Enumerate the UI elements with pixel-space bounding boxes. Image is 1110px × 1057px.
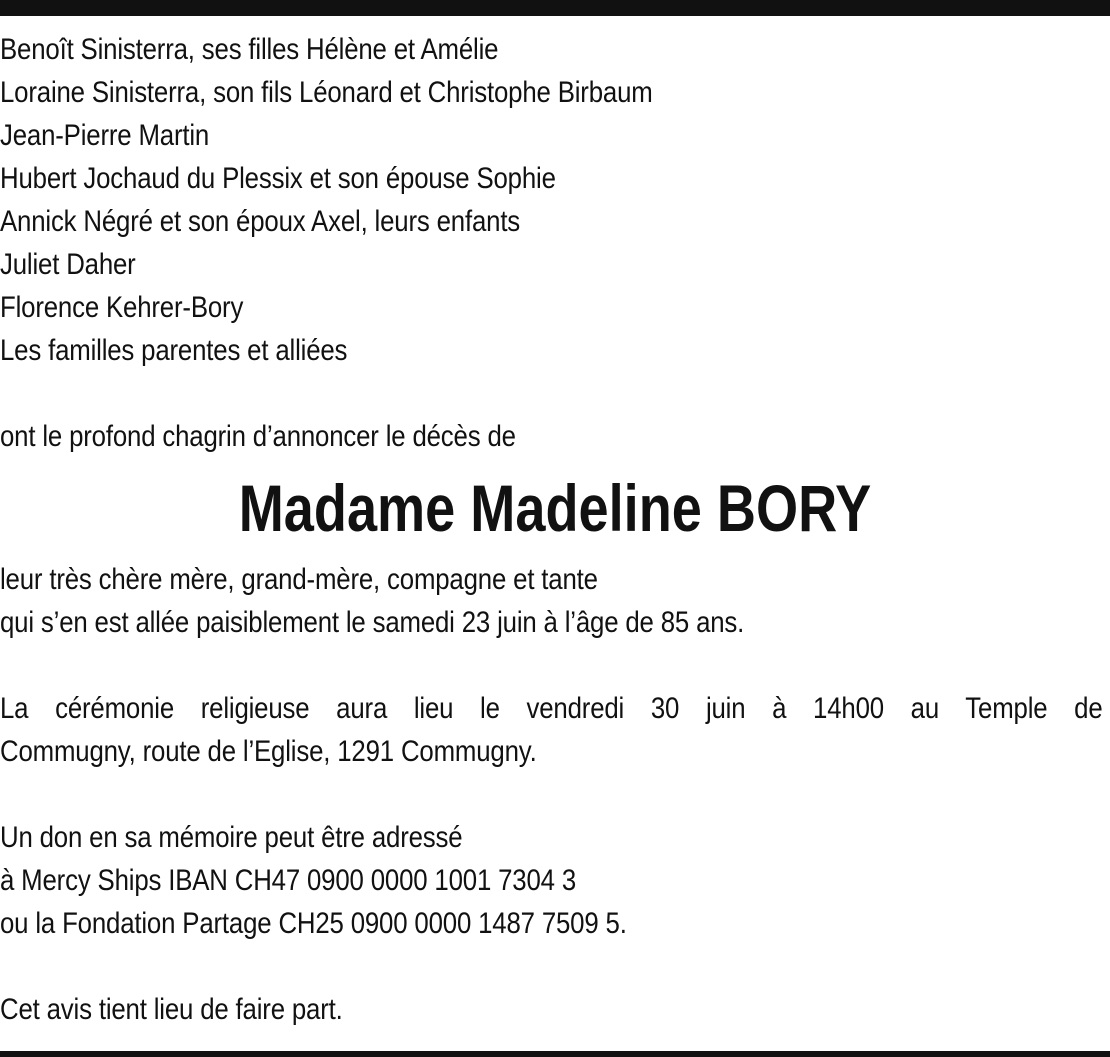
obituary-notice [0, 28, 1110, 1031]
mourner-line: Jean-Pierre Martin [0, 119, 210, 152]
announcement-text: ont le profond chagrin d’annoncer le décès de [0, 420, 516, 453]
closing-text: Cet avis tient lieu de faire part. [0, 993, 343, 1026]
mourner-line: Juliet Daher [0, 248, 136, 281]
relation-line: leur très chère mère, grand-mère, compagne et tante [0, 563, 598, 596]
spacer [0, 945, 1110, 988]
deceased-name: Madame Madeline BORY [238, 471, 872, 545]
mourner-line: Benoît Sinisterra, ses filles Hélène et Amélie [0, 33, 499, 66]
relation-line: qui s’en est allée paisiblement le samedi 23 juin à l’âge de 85 ans. [0, 606, 745, 639]
bottom-rule [0, 1051, 1110, 1057]
ceremony-line: La cérémonie religieuse aura lieu le vendredi 30 juin à 14h00 au Temple de [0, 692, 1103, 725]
donation-line: Un don en sa mémoire peut être adressé [0, 821, 463, 854]
mourner-line: Annick Négré et son époux Axel, leurs enfants [0, 205, 521, 238]
spacer [0, 372, 1110, 415]
mourner-line: Loraine Sinisterra, son fils Léonard et Christophe Birbaum [0, 76, 653, 109]
ceremony-line: Commugny, route de l’Eglise, 1291 Commugny. [0, 735, 537, 768]
top-rule [0, 0, 1110, 16]
spacer [0, 644, 1110, 687]
donation-line: ou la Fondation Partage CH25 0900 0000 1487 7509 5. [0, 907, 627, 940]
mourner-line: Hubert Jochaud du Plessix et son épouse Sophie [0, 162, 556, 195]
spacer [0, 773, 1110, 816]
mourner-line: Les familles parentes et alliées [0, 334, 348, 367]
donation-line: à Mercy Ships IBAN CH47 0900 0000 1001 7304 3 [0, 864, 576, 897]
mourner-line: Florence Kehrer-Bory [0, 291, 244, 324]
